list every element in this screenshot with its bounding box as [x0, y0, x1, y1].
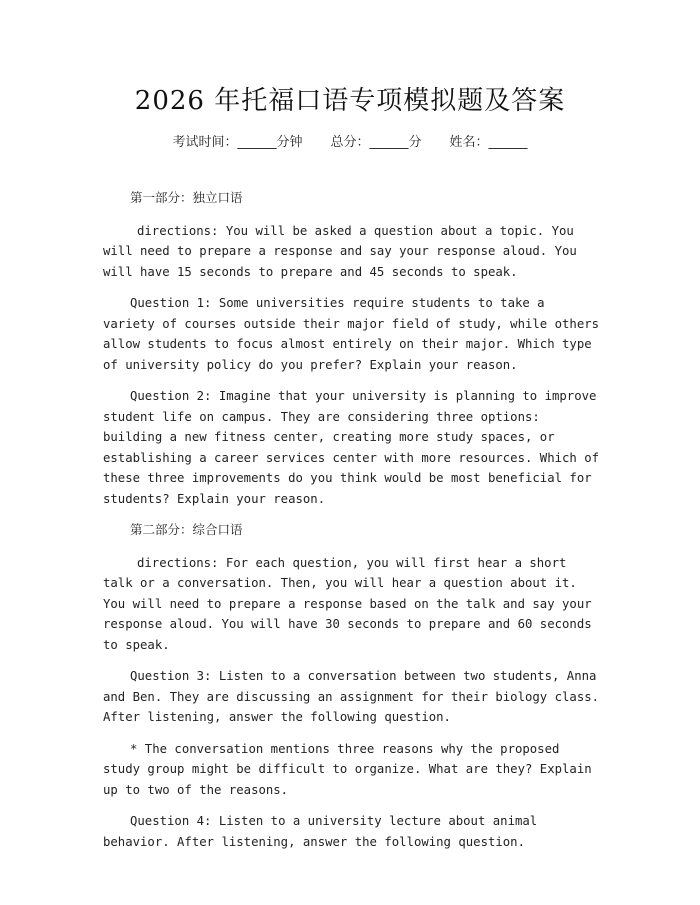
question-4: Question 4: Listen to a university lecture about animal behavior. After listening, answer the following question. [103, 814, 538, 849]
question-3-bullet: * The conversation mentions three reasons why the proposed study group might be difficult to organize. What are they? Explain up to two of the reasons. [103, 741, 592, 797]
part1-heading: 第一部分：独立口语 [130, 190, 243, 205]
document-title: 2026 年托福口语专项模拟题及答案 [134, 86, 566, 116]
total-score-label: 总分：______分 [330, 135, 422, 150]
document-body [103, 188, 603, 863]
part1-directions: directions: You will be asked a question about a topic. You will need to prepare a response and say your response aloud. You will have 15 seconds to prepare and 45 seconds to speak. [103, 223, 577, 279]
exam-time-label: 考试时间：______分钟 [172, 135, 303, 150]
part2-directions: directions: For each question, you will first hear a short talk or a conversation. Then, you will hear a question about it. You will need to prepare a response based on the talk and say your response aloud. You will have 30 seconds to prepare and 60 seconds to speak. [103, 555, 592, 652]
question-1: Question 1: Some universities require students to take a variety of courses outside their major field of study, while others allow students to focus almost entirely on their major. Which type of university policy do you prefer? Explain your reason. [103, 296, 600, 372]
question-2: Question 2: Imagine that your university is planning to improve student life on campus. They are considering three options: building a new fitness center, creating more study spaces, or establishing a career services center with more resources. Which of these three improvements do you think would be most beneficial for students? Explain your reason. [103, 389, 600, 506]
exam-meta-line [0, 131, 700, 150]
part2-heading: 第二部分：综合口语 [130, 522, 243, 537]
name-label: 姓名：______ [449, 135, 528, 150]
question-3: Question 3: Listen to a conversation between two students, Anna and Ben. They are discussing an assignment for their biology class. After listening, answer the following question. [103, 669, 600, 724]
